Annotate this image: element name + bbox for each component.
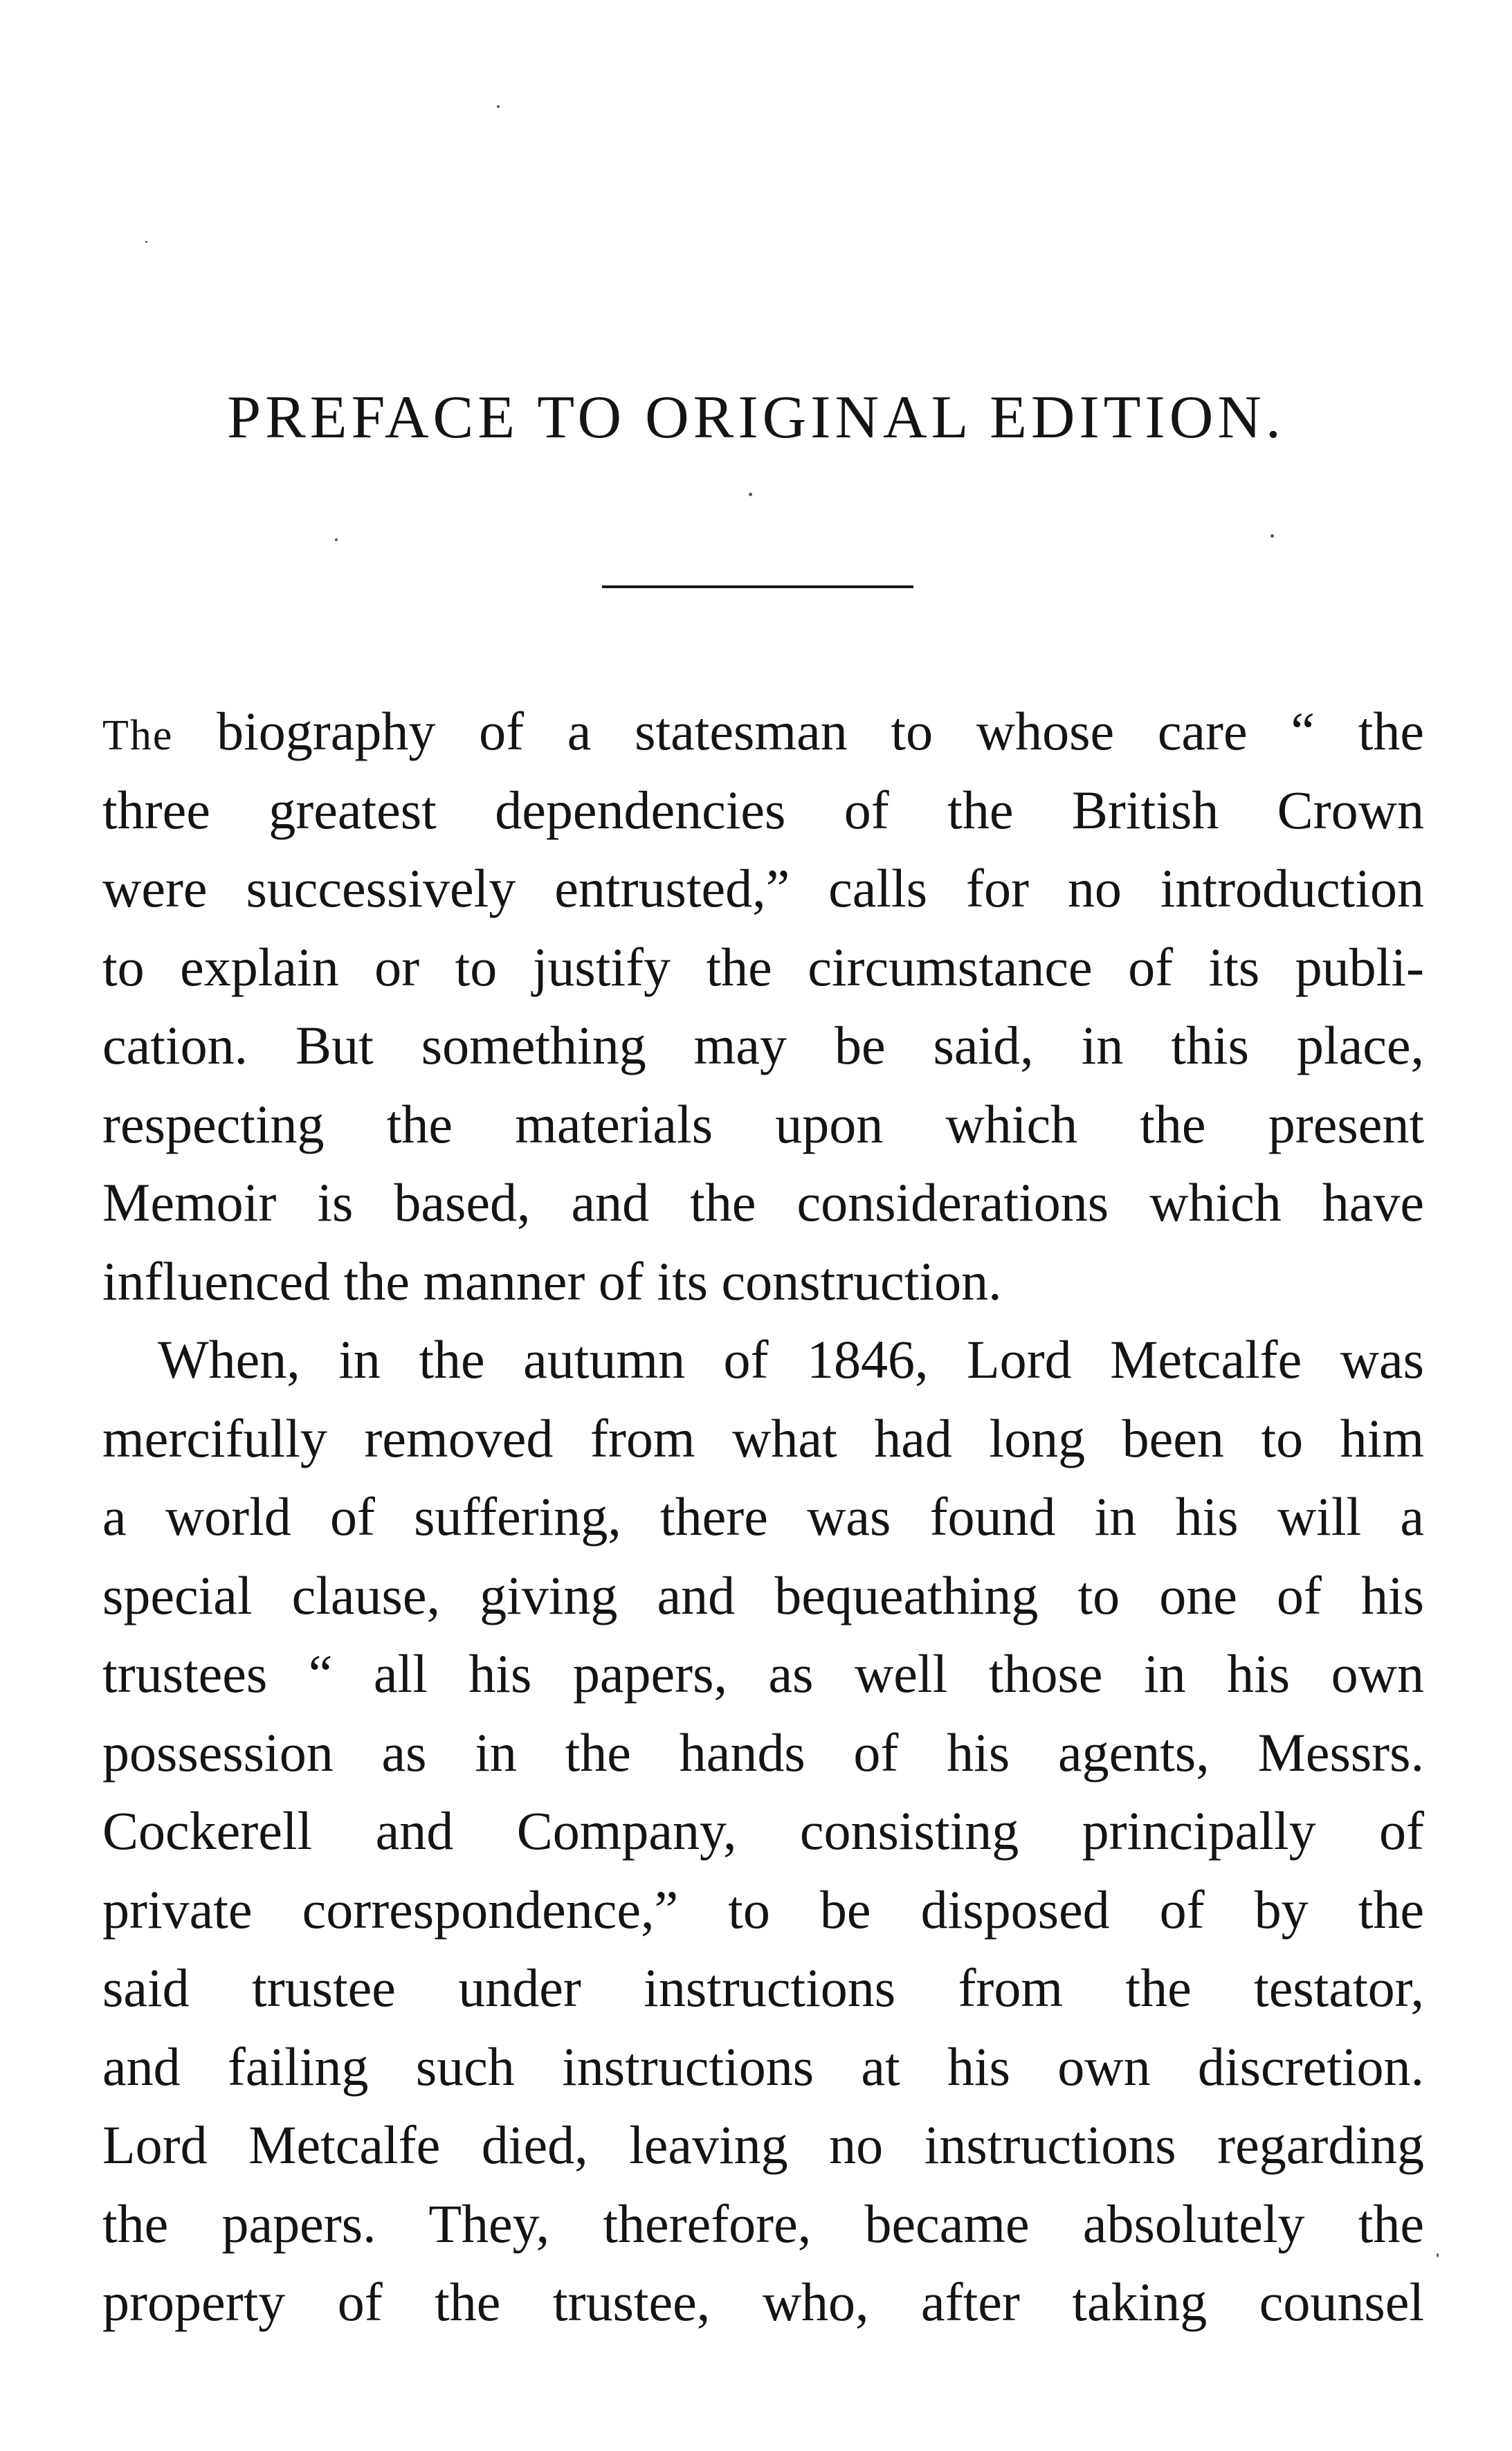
print-speck (749, 493, 752, 496)
paragraph-1-last-line: influenced the manner of its construction. (102, 1250, 1002, 1311)
paragraph-1-line: were successively entrusted,” calls for no introduction (102, 858, 1424, 918)
paragraph-1-line: cation. But something may be said, in this place, (102, 1015, 1424, 1075)
print-speck (497, 105, 500, 108)
paragraph-1-line: Memoir is based, and the considerations which have (102, 1172, 1424, 1232)
paragraph-2-line: said trustee under instructions from the testator, (102, 1958, 1424, 2018)
paragraph-1-line: to explain or to justify the circumstance of its publi- (102, 936, 1424, 997)
paragraph-2-line: a world of suffering, there was found in his will a (102, 1486, 1424, 1547)
title-rule-divider (602, 585, 913, 588)
paragraph-2-first-line: When, in the autumn of 1846, Lord Metcalfe was (158, 1329, 1424, 1389)
print-speck (1437, 2253, 1439, 2257)
paragraph-2-line: possession as in the hands of his agents, Messrs. (102, 1722, 1424, 1783)
paragraph-2-line: property of the trustee, who, after taking counsel (102, 2272, 1424, 2332)
print-speck (335, 538, 338, 541)
paragraph-2-line: mercifully removed from what had long been to him (102, 1407, 1424, 1468)
paragraph-2-line: Cockerell and Company, consisting principally of (102, 1801, 1424, 1861)
paragraph-1-line: three greatest dependencies of the British Crown (102, 779, 1424, 840)
print-speck (1270, 534, 1274, 538)
paragraph-2-line: private correspondence,” to be disposed of by the (102, 1879, 1424, 1940)
paragraph-2-line: and failing such instructions at his own discretion. (102, 2036, 1424, 2097)
first-line-text: biography of a statesman to whose care “ the (173, 701, 1424, 761)
paragraph-2-line: trustees “ all his papers, as well those in his own (102, 1643, 1424, 1704)
page-title: PREFACE TO ORIGINAL EDITION. (227, 384, 1285, 451)
paragraph-1-line: respecting the materials upon which the present (102, 1093, 1424, 1154)
paragraph-2-line: Lord Metcalfe died, leaving no instructions regarding (102, 2115, 1424, 2175)
paragraph-2-line: the papers. They, therefore, became absolutely the (102, 2193, 1424, 2254)
lead-word-small-caps: The (102, 712, 174, 759)
body-text (102, 692, 1424, 2342)
paragraph-1-line-1 (102, 692, 1424, 771)
print-speck (145, 241, 147, 243)
paragraph-2-line: special clause, giving and bequeathing to one of his (102, 1565, 1424, 1625)
